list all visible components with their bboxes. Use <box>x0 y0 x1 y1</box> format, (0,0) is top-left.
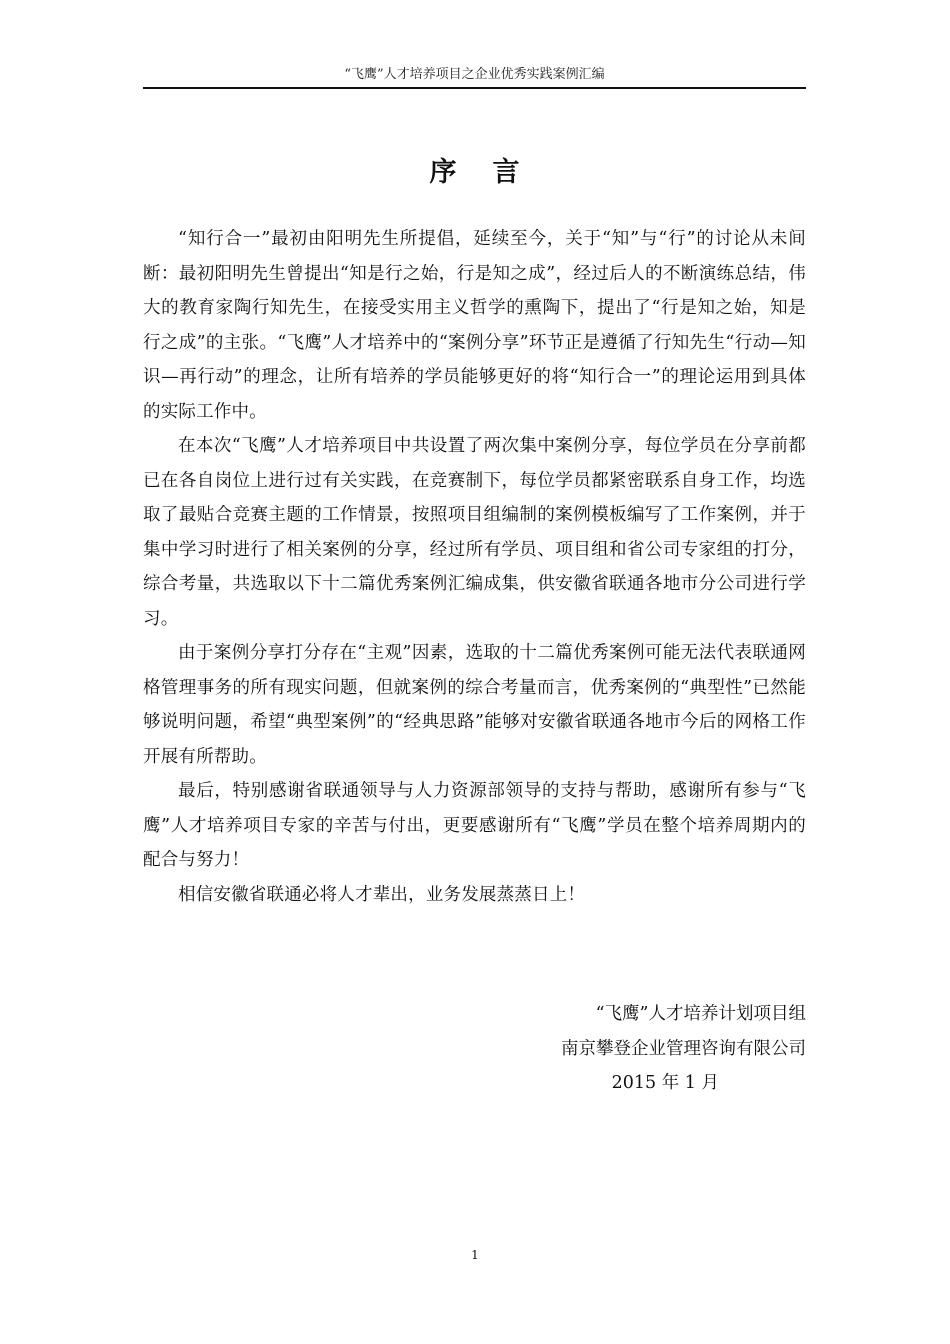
paragraph-1: “知行合一”最初由阳明先生所提倡，延续至今，关于“知”与“行”的讨论从未间断：最初阳明先生曾提出“知是行之始，行是知之成”，经过后人的不断演练总结，伟大的教育家陶行知先生，在接受实用主义哲学的熏陶下，提出了“行是知之始，知是行之成”的主张。“飞鹰”人才培养中的“案例分享”环节正是遵循了行知先生“行动—知识—再行动”的理念，让所有培养的学员能够更好的将“知行合一”的理论运用到具体的实际工作中。 <box>143 229 806 422</box>
signature-block <box>500 997 806 1101</box>
signature-company: 南京攀登企业管理咨询有限公司 <box>561 1038 806 1059</box>
paragraph-4: 最后，特别感谢省联通领导与人力资源部领导的支持与帮助，感谢所有参与“飞鹰”人才培养项目专家的辛苦与付出，更要感谢所有“飞鹰”学员在整个培养周期内的配合与努力！ <box>143 781 806 870</box>
paragraph-3: 由于案例分享打分存在“主观”因素，选取的十二篇优秀案例可能无法代表联通网格管理事务的所有现实问题，但就案例的综合考量而言，优秀案例的“典型性”已然能够说明问题，希望“典型案例”的“经典思路”能够对安徽省联通各地市今后的网格工作开展有所帮助。 <box>143 643 806 767</box>
preface-body <box>143 222 806 912</box>
page-title: 序言 <box>429 157 556 188</box>
signature-group: “飞鹰”人才培养计划项目组 <box>595 1004 806 1024</box>
page-number: 1 <box>471 1248 479 1262</box>
signature-date: 2015 年 1 月 <box>611 1073 719 1093</box>
header-rule <box>143 87 806 89</box>
running-header: “飞鹰”人才培养项目之企业优秀实践案例汇编 <box>344 67 605 82</box>
paragraph-2: 在本次“飞鹰”人才培养项目中共设置了两次集中案例分享，每位学员在分享前都已在各自岗位上进行过有关实践，在竞赛制下，每位学员都紧密联系自身工作，均选取了最贴合竞赛主题的工作情景，按照项目组编制的案例模板编写了工作案例，并于集中学习时进行了相关案例的分享，经过所有学员、项目组和省公司专家组的打分，综合考量，共选取以下十二篇优秀案例汇编成集，供安徽省联通各地市分公司进行学习。 <box>143 436 806 629</box>
paragraph-5: 相信安徽省联通必将人才辈出，业务发展蒸蒸日上！ <box>178 884 586 905</box>
